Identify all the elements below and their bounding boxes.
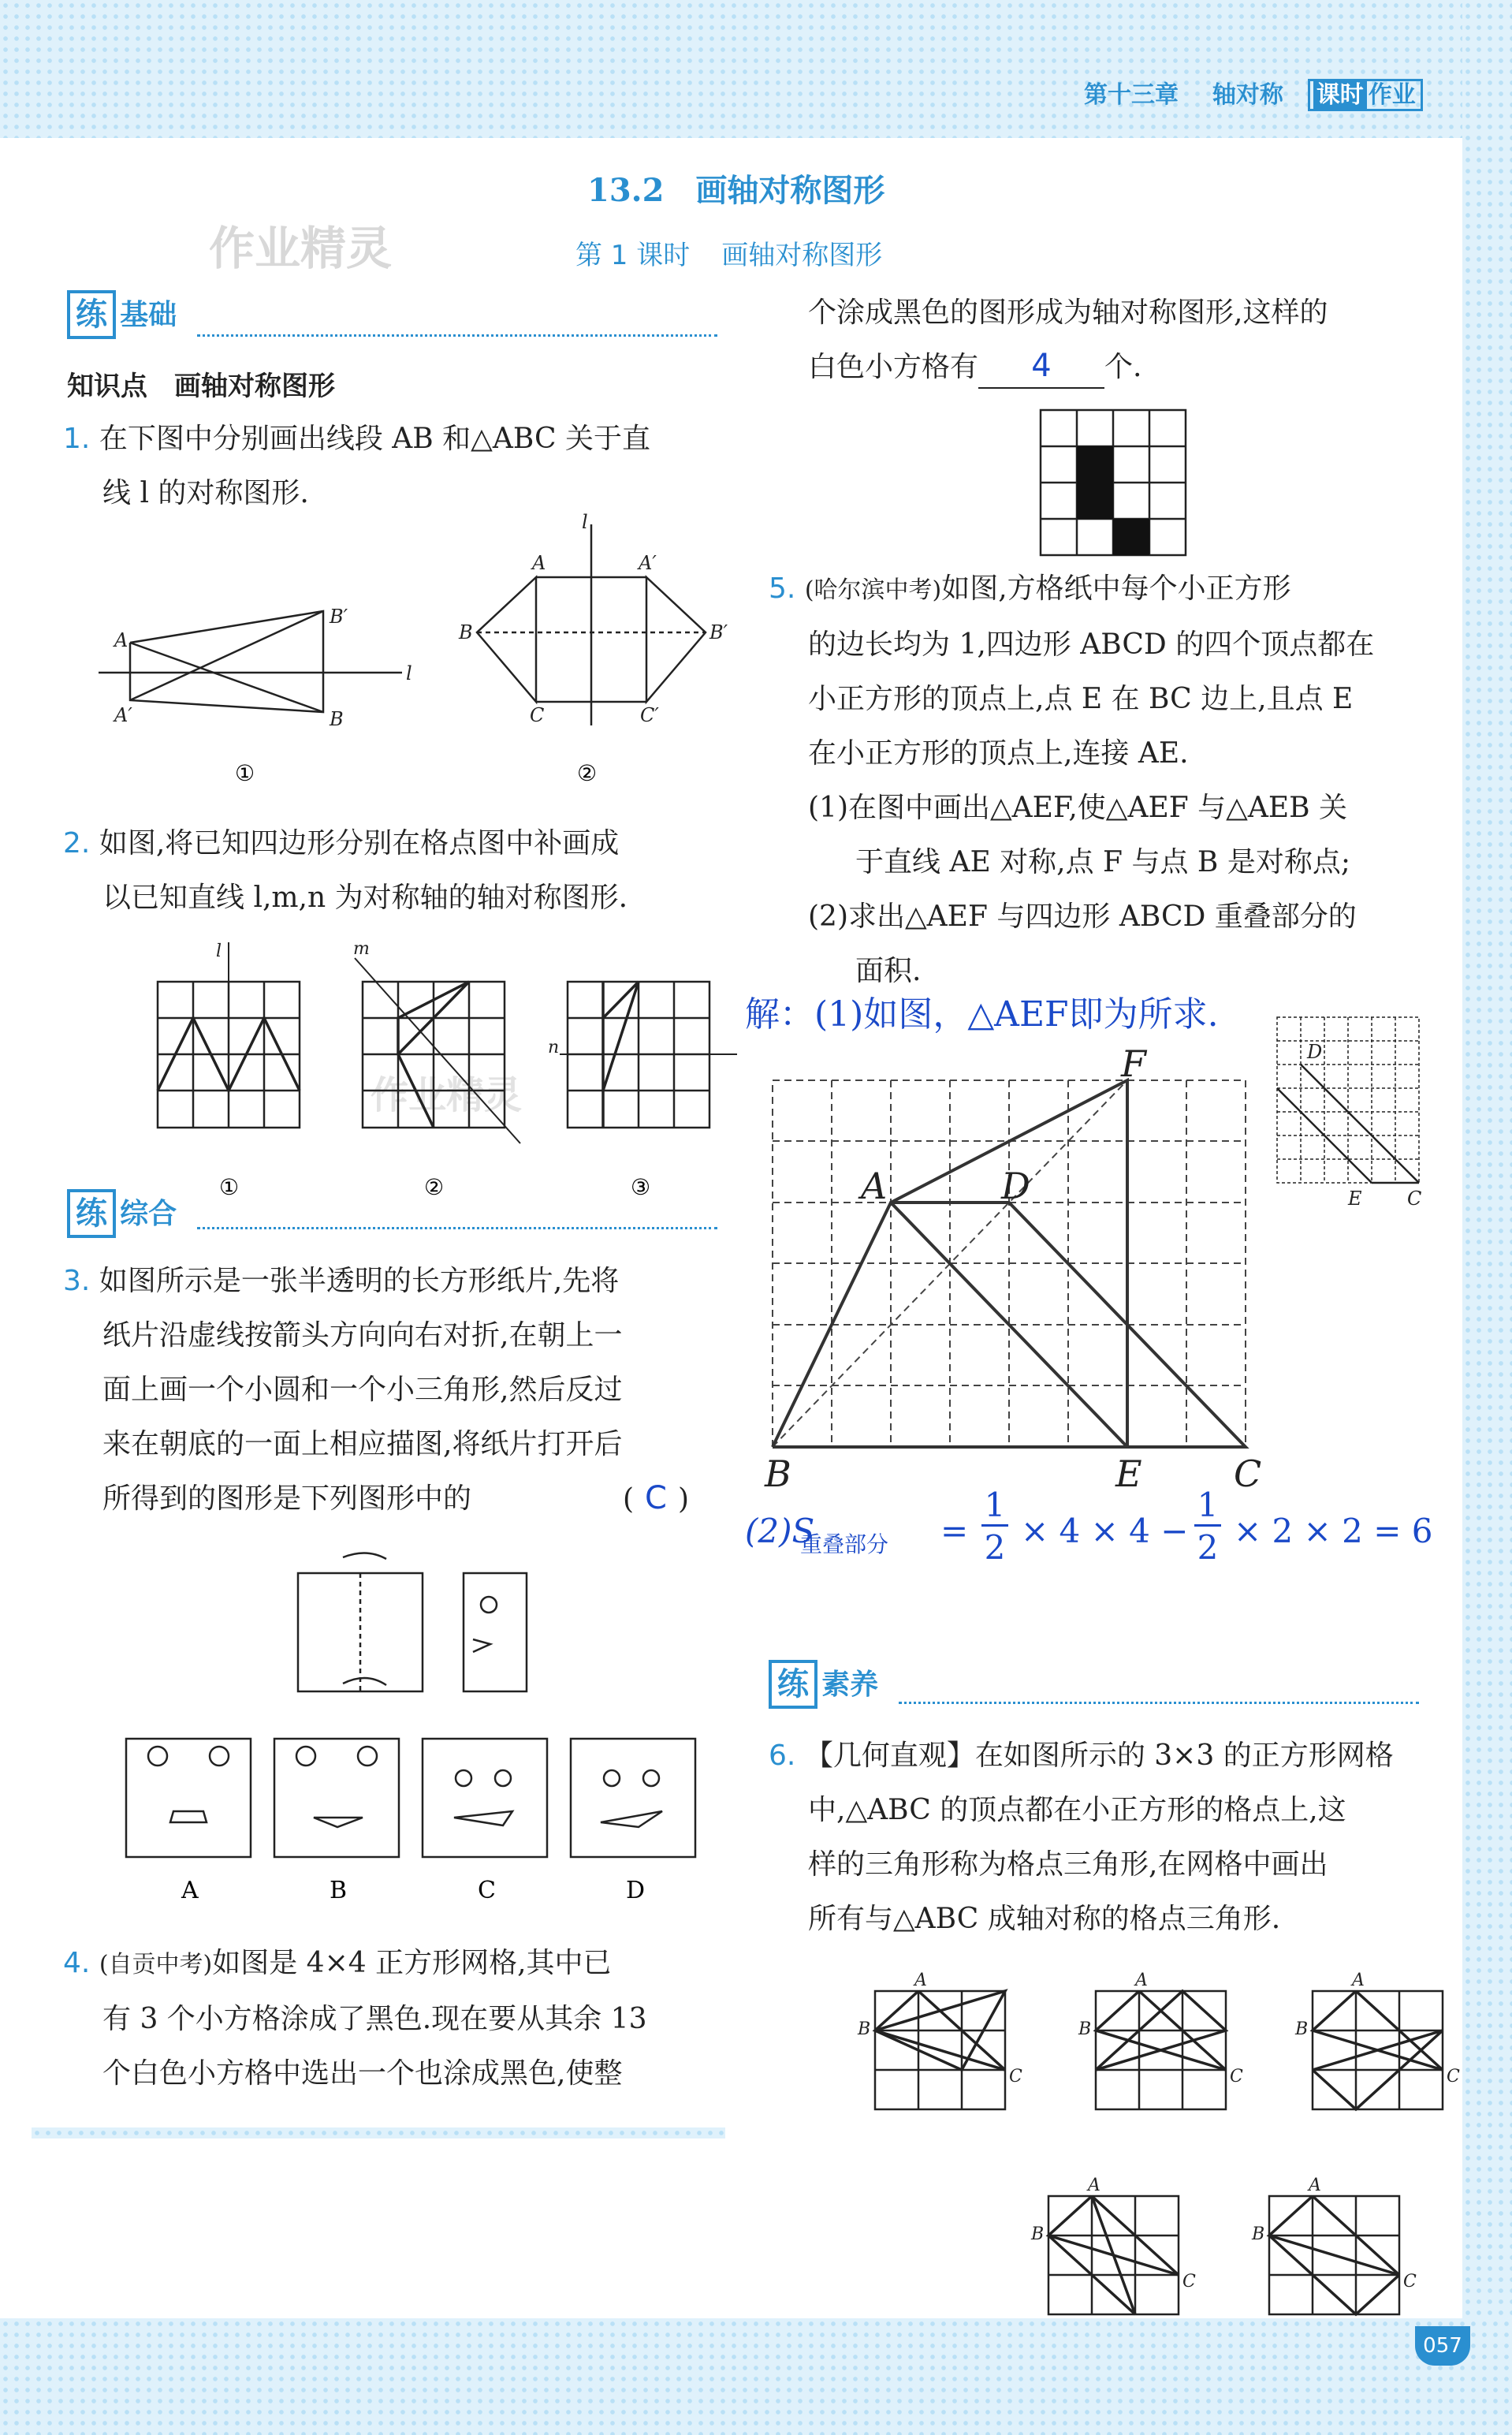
- svg-text:A: A: [914, 1971, 927, 1990]
- svg-text:C: C: [1009, 2067, 1022, 2086]
- q1-fig1-label: ①: [235, 760, 255, 786]
- running-header: [1084, 75, 1423, 110]
- section-title: 13.2 画轴对称图形: [587, 172, 885, 209]
- svg-text:B: B: [330, 708, 344, 730]
- svg-text:A: A: [861, 1165, 888, 1207]
- svg-text:B: B: [459, 621, 473, 643]
- question-4: 4. (自贡中考)如图是 4×4 正方形网格,其中已 有 3 个小方格涂成了黑色.现在要从其余 13 个白色小方格中选出一个也涂成黑色,使整: [63, 1947, 647, 2090]
- question-6: 6. 【几何直观】在如图所示的 3×3 的正方形网格 中,△ABC 的顶点都在小正方形的格点上,这 样的三角形称为格点三角形,在网格中画出 所有与△ABC 成轴对称的格点三角形.: [769, 1740, 1394, 1935]
- svg-text:C′: C′: [640, 704, 659, 726]
- svg-text:C: C: [478, 1877, 496, 1904]
- svg-text:B: B: [1031, 2224, 1045, 2244]
- svg-text:E: E: [1348, 1188, 1362, 1210]
- section-comprehensive-label: 综合: [120, 1197, 177, 1230]
- watermark-logo-2: 作业精灵: [371, 1073, 523, 1117]
- section-literacy-header: 练 素养: [769, 1660, 878, 1709]
- q3-answer-bracket: ( C ): [623, 1480, 690, 1516]
- section-literacy-rule: [899, 1702, 1419, 1704]
- svg-text:③: ③: [631, 1174, 651, 1200]
- svg-text:B: B: [1078, 2019, 1092, 2039]
- svg-text:A: A: [1135, 1971, 1148, 1990]
- chapter-label: 第十三章: [1084, 81, 1179, 109]
- q5-original-figure: [1269, 1009, 1443, 1214]
- svg-text:C: C: [1403, 2272, 1417, 2291]
- svg-text:C: C: [1447, 2067, 1460, 2086]
- svg-text:C: C: [1182, 2272, 1196, 2291]
- q2-figures: [150, 942, 749, 1222]
- q5-answer-figure: [757, 1041, 1261, 1490]
- svg-text:l: l: [582, 513, 588, 533]
- q1-number: 1.: [63, 423, 91, 455]
- q4-number: 4.: [63, 1947, 91, 1979]
- svg-text:A′: A′: [114, 704, 132, 726]
- svg-text:B: B: [330, 1877, 348, 1904]
- svg-text:C: C: [1230, 2067, 1243, 2086]
- svg-text:D: D: [626, 1877, 646, 1904]
- svg-text:②: ②: [424, 1174, 445, 1200]
- svg-text:A′: A′: [639, 552, 657, 574]
- svg-text:A: A: [1352, 1971, 1365, 1990]
- svg-text:l: l: [406, 662, 412, 684]
- svg-text:C: C: [530, 704, 545, 726]
- svg-text:B: B: [765, 1452, 791, 1490]
- q5-answer-1: 解：(1)如图，△AEF即为所求.: [745, 994, 1219, 1035]
- svg-text:F: F: [1121, 1042, 1146, 1085]
- brand-logo: 课时 作业: [1308, 79, 1423, 111]
- svg-text:D: D: [1001, 1165, 1030, 1207]
- right-dotted-band: [1462, 0, 1512, 2435]
- bottom-dotted-band: [0, 2318, 1512, 2435]
- topic-label: 轴对称: [1212, 81, 1283, 109]
- section-basic-header: [67, 290, 177, 339]
- q4-answer: 4: [1031, 348, 1052, 384]
- svg-text:A: A: [532, 552, 546, 574]
- svg-text:A: A: [114, 629, 128, 651]
- section-comprehensive-rule: [197, 1227, 717, 1229]
- column-divider: [32, 2127, 725, 2139]
- svg-text:①: ①: [219, 1174, 240, 1200]
- question-2: 2. 如图,将已知四边形分别在格点图中补画成 以已知直线 l,m,n 为对称轴的轴对称图形.: [63, 827, 628, 914]
- section-basic-rule: [197, 334, 717, 337]
- watermark-logo: 作业精灵: [209, 222, 393, 275]
- svg-text:C: C: [1407, 1188, 1422, 1210]
- question-5: 5. (哈尔滨中考)如图,方格纸中每个小正方形 的边长均为 1,四边形 ABCD 的四个顶点都在 小正方形的顶点上,点 E 在 BC 边上,且点 E 在小正方形的顶点上,连接 AE. (1)在图中画出△AEF,使△AEF 与△AEB 关 于直线 AE 对称,点 F 与点 B 是对称点; (2)求出△AEF 与四边形 ABCD 重叠部分的 面积.: [769, 572, 1375, 987]
- svg-text:A: A: [1088, 2176, 1100, 2195]
- question-1: 1. 在下图中分别画出线段 AB 和△ABC 关于直 线 l 的对称图形.: [63, 423, 650, 509]
- practice-icon: 练: [67, 290, 116, 339]
- q3-answer: C: [645, 1480, 667, 1516]
- svg-text:B′: B′: [330, 606, 348, 628]
- svg-text:E: E: [1115, 1452, 1142, 1490]
- q4-grid: [1033, 402, 1190, 560]
- lesson-title: 第 1 课时 画轴对称图形: [575, 240, 883, 271]
- top-dotted-band: [0, 0, 1512, 138]
- page-number: 057: [1415, 2326, 1470, 2366]
- q2-number: 2.: [63, 827, 91, 860]
- svg-text:B: B: [1295, 2019, 1309, 2039]
- svg-text:l: l: [216, 942, 222, 961]
- q1-fig2-label: ②: [577, 760, 598, 786]
- svg-text:B: B: [858, 2019, 871, 2039]
- q3-figures: [118, 1542, 733, 1920]
- svg-text:n: n: [548, 1038, 560, 1057]
- question-3: 3. 如图所示是一张半透明的长方形纸片,先将 纸片沿虚线按箭头方向向右对折,在朝上一 面上画一个小圆和一个小三角形,然后反过 来在朝底的一面上相应描图,将纸片打开后 所得到的图形是下列图形中的: [63, 1265, 623, 1515]
- q1-figures: [87, 513, 733, 796]
- svg-text:C: C: [1234, 1452, 1261, 1490]
- q3-number: 3.: [63, 1265, 91, 1297]
- section-basic-label: 基础: [120, 298, 177, 331]
- q5-number: 5.: [769, 572, 796, 605]
- knowledge-point: 知识点 画轴对称图形: [67, 371, 335, 402]
- svg-text:B′: B′: [709, 621, 728, 643]
- svg-text:A: A: [1309, 2176, 1321, 2195]
- q6-figures: [851, 1956, 1466, 2334]
- q6-number: 6.: [769, 1740, 796, 1772]
- svg-text:m: m: [353, 942, 370, 959]
- svg-text:A: A: [181, 1877, 199, 1904]
- q4-continuation: 个涂成黑色的图形成为轴对称图形,这样的 白色小方格有 4 个.: [808, 285, 1328, 394]
- svg-text:D: D: [1307, 1041, 1323, 1063]
- svg-text:B: B: [1252, 2224, 1265, 2244]
- section-comprehensive-header: 练 综合: [67, 1189, 177, 1238]
- section-literacy-label: 素养: [821, 1668, 879, 1701]
